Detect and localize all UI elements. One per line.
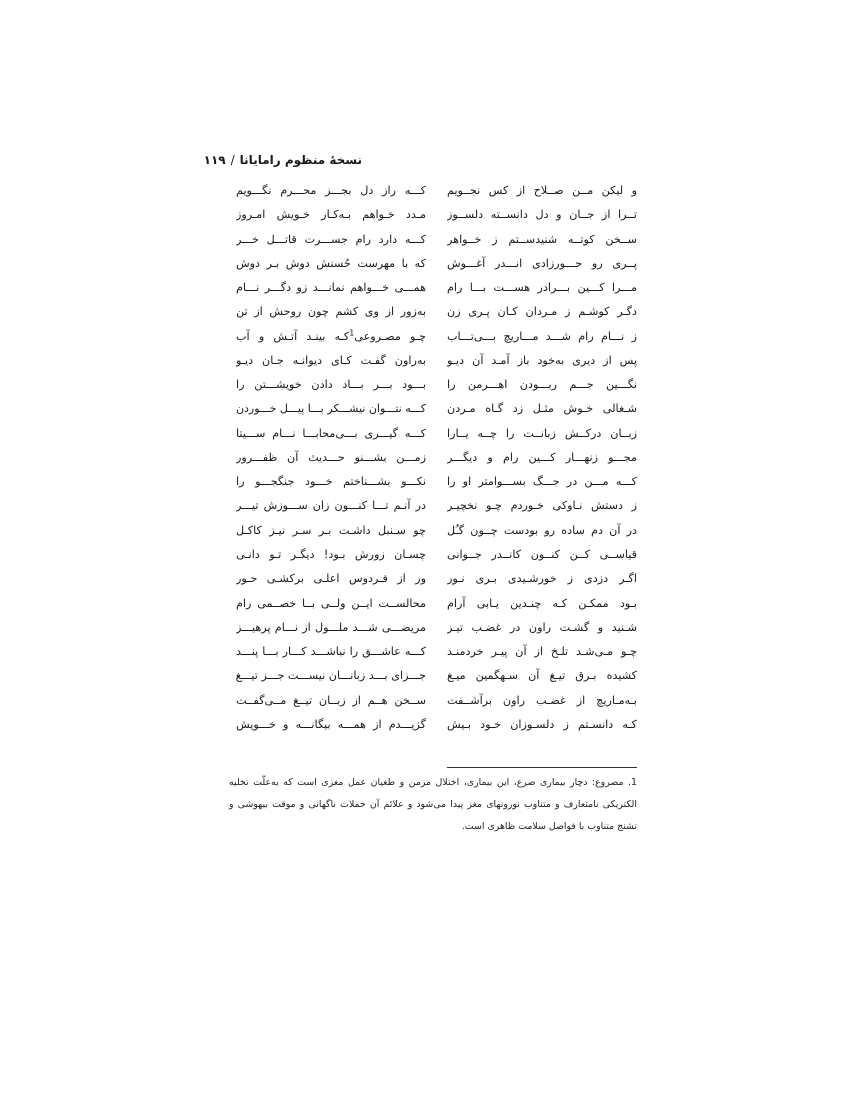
book-title: نسخهٔ منظوم رامایانا	[239, 153, 362, 167]
verse-line: کـه دانسـتم ز دلسـوزان خـود بـیش	[447, 717, 637, 731]
verse-line: ز دستش نـاوکی خـوردم چـو نخچیـر	[447, 499, 637, 513]
running-header	[203, 150, 362, 170]
verse-line: پس از دیری به‌خود باز آمـد آن دیـو	[447, 353, 637, 367]
verse-line: ور از فـردوس اعلـی برکشـی حـور	[236, 572, 426, 586]
verse-segment: کـه بینـد آتـش و آب	[236, 329, 350, 343]
verse-line: تــرا از جــان و دل دانســته دلســوز	[447, 208, 637, 222]
verse-line: ســخن کوتــه شنیدســتم ز خــواهر	[447, 232, 637, 246]
verse-line: نگـــین جـــم ربـــودن اهـــرمن را	[447, 378, 637, 392]
footnote-divider	[447, 767, 637, 768]
verse-line: کـــه نتـــوان نیشـــکر بـــا پیـــل خـــوردن	[236, 402, 426, 416]
left-verse-column	[236, 179, 426, 737]
verse-line: ز نـــام رام شـــد مـــاریچ بـــی‌تـــاب	[447, 329, 637, 343]
right-verse-column	[447, 179, 637, 737]
verse-line: زمـــن بشـــنو حـــدیث آن ظفـــرور	[236, 450, 426, 464]
footnote-marker: 1	[349, 327, 355, 337]
verse-line-with-footnote	[236, 325, 426, 349]
verse-line: مـــرا کـــین بـــرادر هســـت بـــا رام	[447, 281, 637, 295]
verse-line: کشیده بـرق تیـغ آن سـهگمین میـغ	[447, 669, 637, 683]
verse-line: جـــزای بـــد زبانـــان نیســـت جـــز تیـــغ	[236, 669, 426, 683]
verse-line: مجـــو زنهـــار کـــین رام و دیگـــر	[447, 450, 637, 464]
footnote-number: 1.	[628, 777, 637, 788]
footnote-text: مصروع: دچار بیماری صرع، این بیماری، اختلال مزمن و طغیان عمل مغزی است که به‌علّت تخلیه الکتریکی نامتعارف و متناوب نورونهای مغز پیدا می‌شود و علائم آن حملات ناگهانی و موقت بیهوشی و تشنج متناوب با فواصل سلامت ظاهری است.	[229, 777, 637, 832]
verse-line: کـــه مـــن در جـــگ بســـوامتر او را	[447, 475, 637, 489]
verse-line: بـود ممکـن کـه چنـدین یـابی آرام	[447, 596, 637, 610]
verse-line: چـو مـی‌شـد تلـخ از آن پیـر خردمنـد	[447, 645, 637, 659]
verse-segment: چـو مصـروعی	[354, 329, 426, 343]
verse-line: به‌راون گفـت کـای دیوانـه جـان دیـو	[236, 353, 426, 367]
header-separator: /	[230, 153, 235, 167]
verse-line: و لیکن مــن صــلاح از کس نجــویم	[447, 184, 637, 197]
verse-line: در آن دم ساده رو بودست چــون گـُل	[447, 523, 637, 537]
verse-line: گزیـــدم از همـــه بیگانـــه و خـــویش	[236, 717, 426, 731]
verse-line: پــری رو حـــورزادی انـــدر آغـــوش	[447, 256, 637, 270]
verse-line: به‌زور از وی کشم چون روحش از تن	[236, 305, 426, 319]
verse-line: قیاســی کــن کنــون کانــدر جــوانی	[447, 547, 637, 561]
verse-line: در آنـم تـــا کنـــون زان ســـوزش تیـــر	[236, 499, 426, 513]
verse-line: شـغالی خـوش مثـل زد گـاه مـردن	[447, 402, 637, 416]
page-number: ۱۱۹	[203, 153, 226, 167]
verse-line: چو سـنبل داشـت بـر سـر نیـز کاکـل	[236, 523, 426, 537]
verse-line: ســخن هــم از زبــان تیــغ مــی‌گفــت	[236, 693, 426, 707]
verse-line: کـــه دارد رام جســـرت قاتـــل خـــر	[236, 232, 426, 246]
verse-line: مـدد خـواهم بـه‌کـار خـویش امـروز	[236, 208, 426, 222]
verse-line: زبــان درکــش زبانــت را چــه یــارا	[447, 426, 637, 440]
verse-line: که با مهرست حُسنش دوش بـر دوش	[236, 256, 426, 270]
verse-line: مریضـــی شـــد ملـــول از نـــام پرهیـــز	[236, 620, 426, 634]
footnote	[229, 772, 637, 838]
verse-line: بـــود بـــر بـــاد دادن خویشـــتن را	[236, 378, 426, 392]
verse-line: بـه‌مـاریچ از غضـب راون برآشــفت	[447, 693, 637, 707]
verse-line: محالســت ایــن ولــی بــا خصــمی رام	[236, 596, 426, 610]
verse-line: شـنید و گشـت راون در غضـب تیـز	[447, 620, 637, 634]
verse-line: کـــه راز دل بجـــز محـــرم نگـــویم	[236, 184, 426, 197]
verse-line: دگـر کوشـم ز مـردان کـان پـری زن	[447, 305, 637, 319]
verse-line: چسـان زورش بـود! دیگـر تـو دانـی	[236, 547, 426, 561]
verse-line: کـــه گیـــری بـــی‌محابـــا نـــام ســـیتا	[236, 426, 426, 440]
verse-line: نکـــو بشـــناختم خـــود جنگجـــو را	[236, 475, 426, 489]
verse-line: اگـر دزدی ز خورشـیدی بـری نـور	[447, 572, 637, 586]
verse-line: همـــی خـــواهم نمانـــد زو دگـــر نـــام	[236, 281, 426, 295]
verse-line: کـــه عاشـــق را نباشـــد کـــار بـــا پنـــد	[236, 645, 426, 659]
